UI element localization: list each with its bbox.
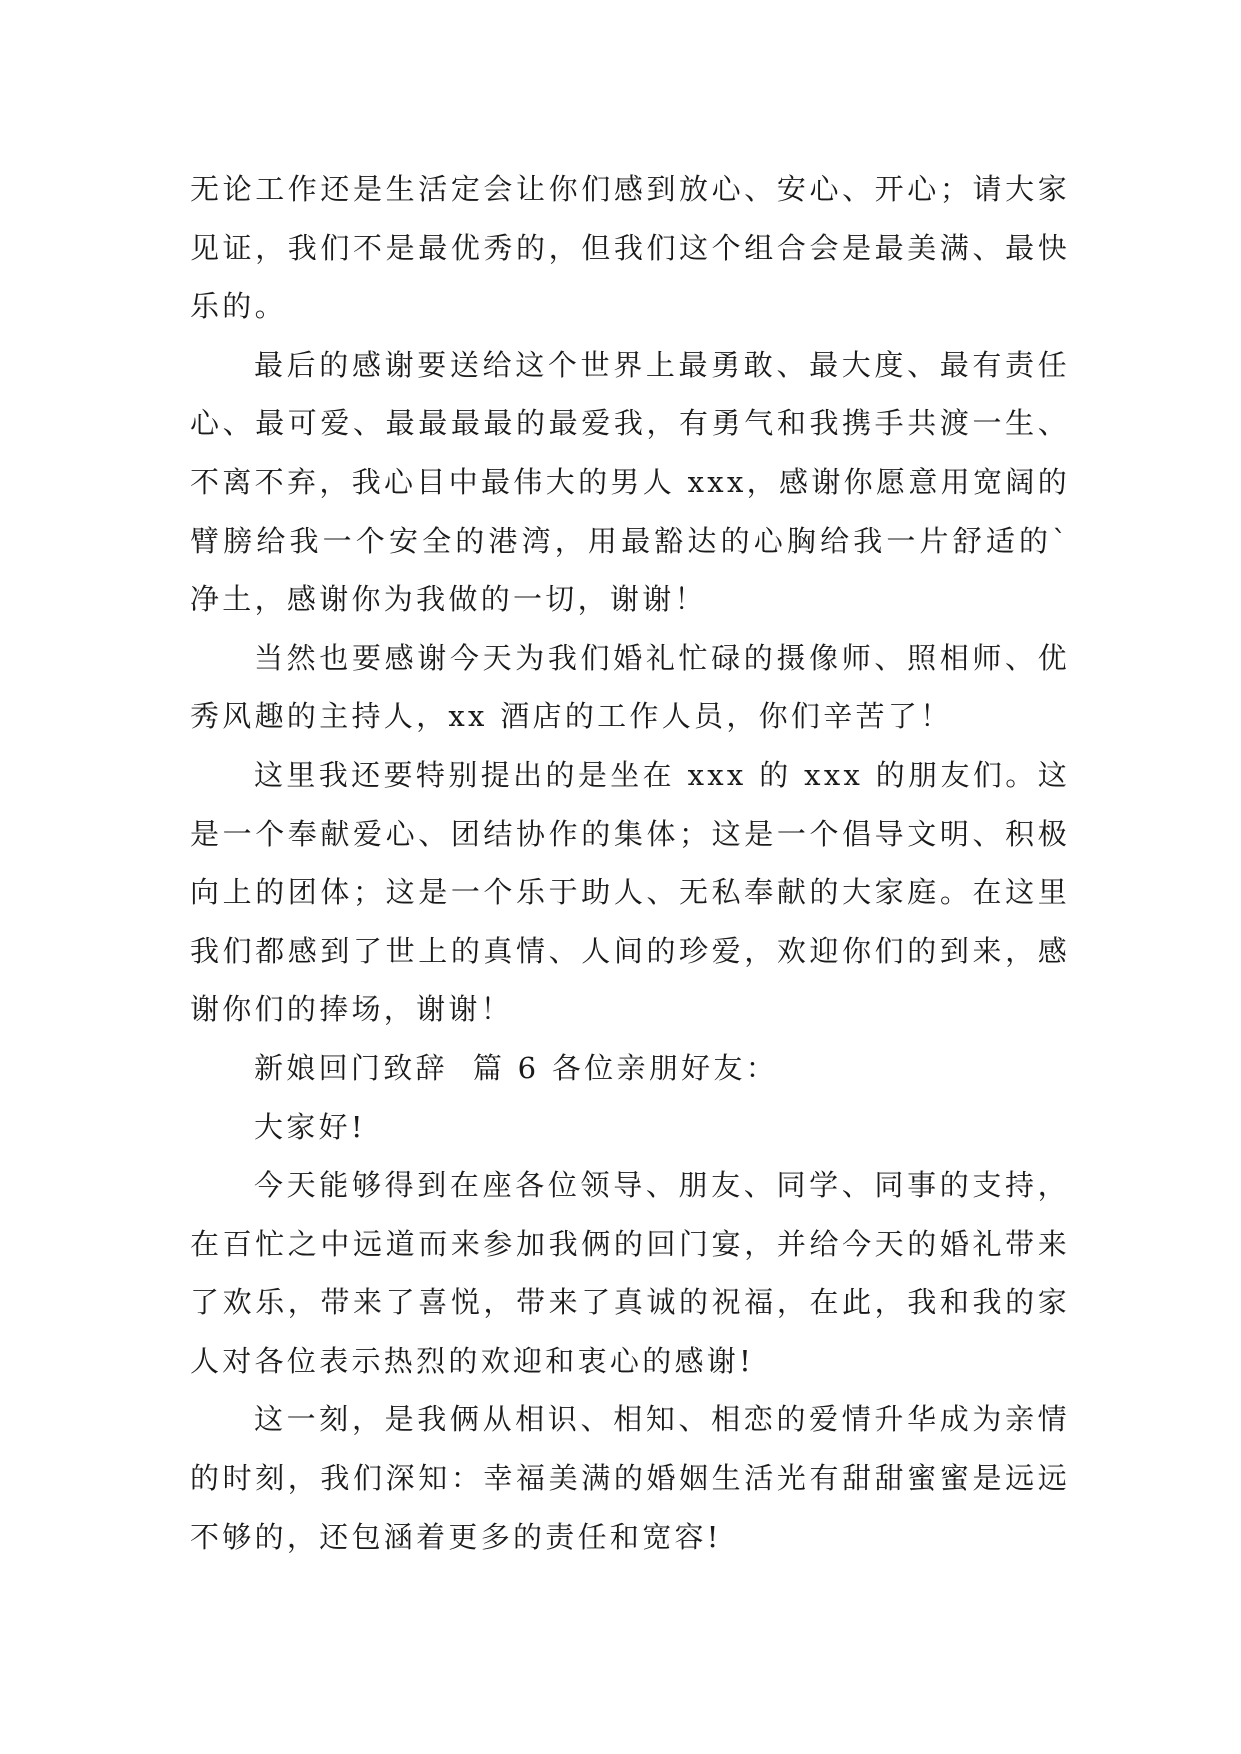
greeting: 大家好!: [254, 1109, 366, 1144]
paragraph-8: 这一刻，是我俩从相识、相知、相恋的爱情升华成为亲情的时刻，我们深知：幸福美满的婚姻生活光有甜甜蜜蜜是远远不够的，还包涵着更多的责任和宽容!: [190, 1402, 1070, 1554]
paragraph-4: 这里我还要特别提出的是坐在 xxx 的 xxx 的朋友们。这是一个奉献爱心、团结协作的集体；这是一个倡导文明、积极向上的团体；这是一个乐于助人、无私奉献的大家庭。在这里我们都感到了世上的真情、人间的珍爱，欢迎你们的到来，感谢你们的捧场，谢谢！: [190, 757, 1070, 1027]
paragraph-1: 无论工作还是生活定会让你们感到放心、安心、开心；请大家见证，我们不是最优秀的，但我们这个组合会是最美满、最快乐的。: [190, 172, 1070, 324]
paragraph-3: 当然也要感谢今天为我们婚礼忙碌的摄像师、照相师、优秀风趣的主持人，xx 酒店的工作人员，你们辛苦了！: [190, 640, 1070, 734]
paragraph-7: 今天能够得到在座各位领导、朋友、同学、同事的支持，在百忙之中远道而来参加我俩的回门宴，并给今天的婚礼带来了欢乐，带来了喜悦，带来了真诚的祝福，在此，我和我的家人对各位表示热烈的欢迎和衷心的感谢!: [190, 1168, 1070, 1378]
document-body: [190, 160, 1070, 1566]
section-heading: 新娘回门致辞 篇 6 各位亲朋好友：: [254, 1050, 779, 1085]
paragraph-2: 最后的感谢要送给这个世界上最勇敢、最大度、最有责任心、最可爱、最最最最的最爱我，有勇气和我携手共渡一生、不离不弃，我心目中最伟大的男人 xxx，感谢你愿意用宽阔的臂膀给我一个安全的港湾，用最豁达的心胸给我一片舒适的`净土，感谢你为我做的一切，谢谢！: [190, 347, 1070, 617]
